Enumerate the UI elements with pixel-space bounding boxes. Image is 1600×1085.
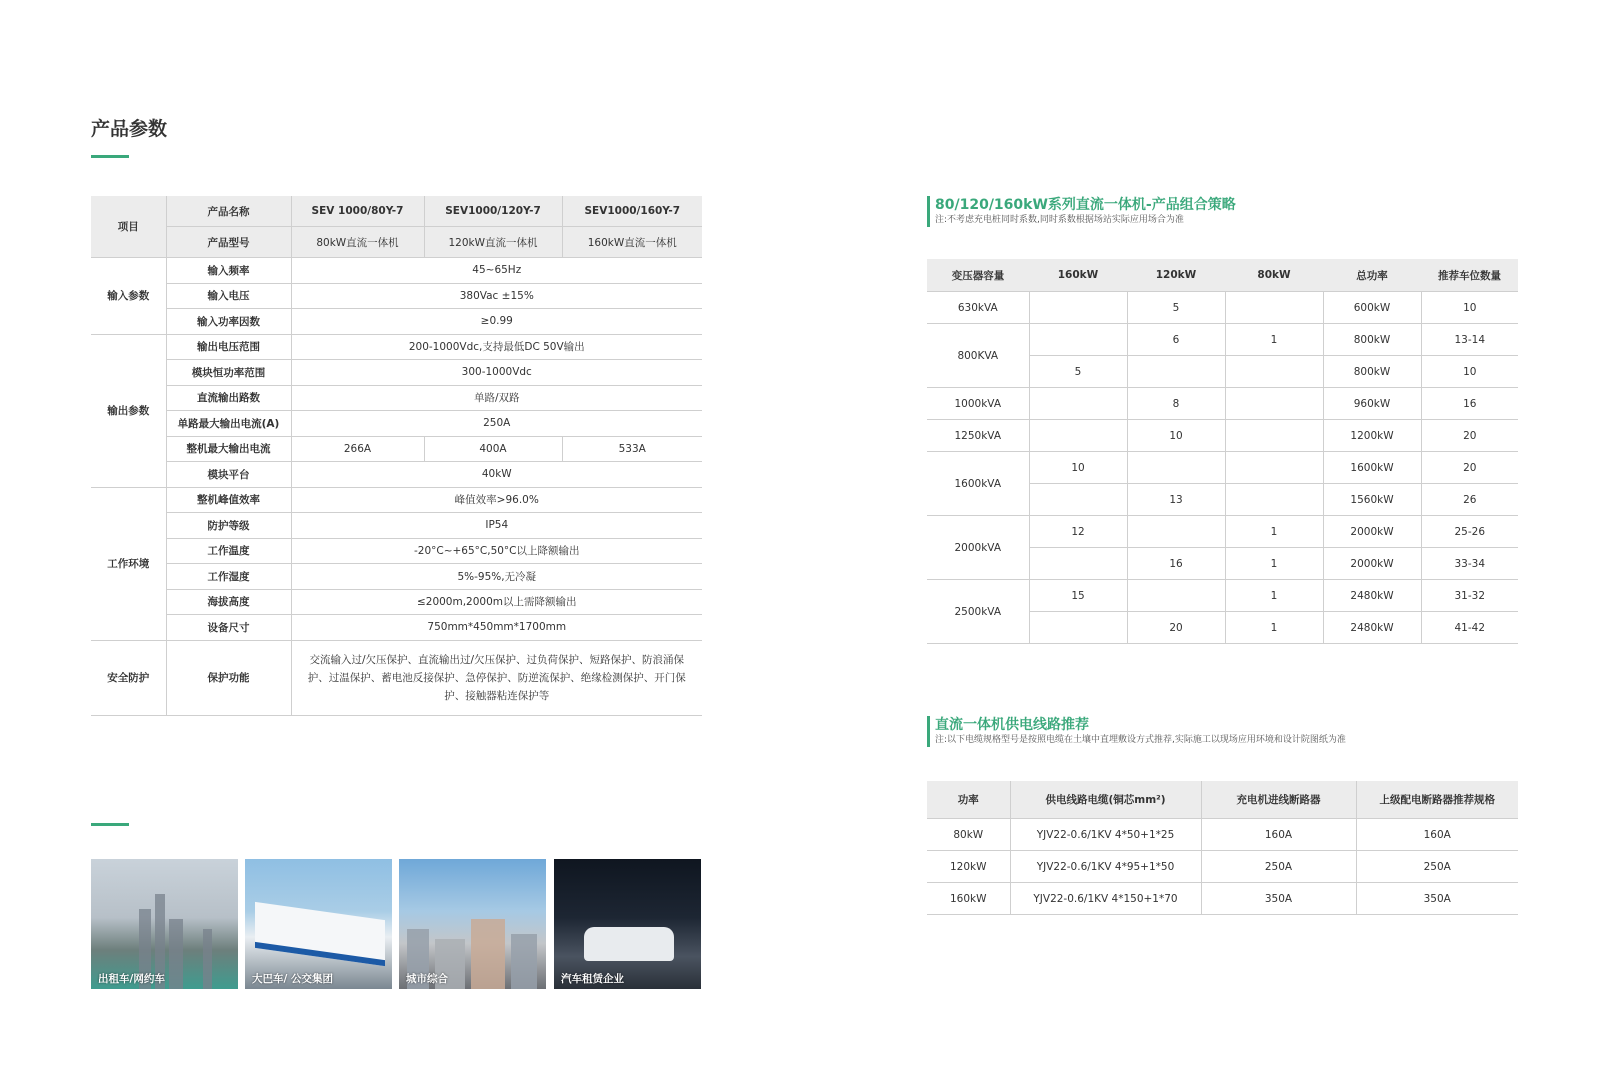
combo-cell [1225, 388, 1323, 420]
spec-row-value: 250A [291, 411, 702, 437]
combo-cell: 1 [1225, 516, 1323, 548]
spec-row-value: ≤2000m,2000m以上需降额输出 [291, 589, 702, 615]
spec-row-value: 380Vac ±15% [291, 283, 702, 309]
spec-row-value: 533A [562, 436, 702, 462]
combo-cell: 1 [1225, 548, 1323, 580]
spec-model-name: SEV 1000/80Y-7 [291, 196, 424, 227]
spec-model-name: SEV1000/160Y-7 [562, 196, 702, 227]
spec-row [91, 309, 702, 335]
combo-cell [1225, 484, 1323, 516]
combo-cell: 5 [1029, 356, 1127, 388]
spec-group-label: 安全防护 [91, 640, 166, 715]
spec-row-value: -20°C~+65°C,50°C以上降额输出 [291, 538, 702, 564]
combo-capacity: 1250kVA [927, 420, 1029, 452]
combo-header: 总功率 [1323, 259, 1421, 292]
scene-caption: 汽车租赁企业 [561, 973, 624, 985]
combo-cell: 20 [1421, 420, 1518, 452]
spec-model-type: 160kW直流一体机 [562, 227, 702, 258]
cable-header: 供电线路电缆(铜芯mm²) [1010, 781, 1201, 819]
spec-header-row [91, 196, 702, 227]
combo-cell: 33-34 [1421, 548, 1518, 580]
combo-header: 80kW [1225, 259, 1323, 292]
spec-group-label: 输入参数 [91, 258, 166, 335]
combo-header: 推荐车位数量 [1421, 259, 1518, 292]
cable-header: 上级配电断路器推荐规格 [1356, 781, 1518, 819]
cable-title: 直流一体机供电线路推荐 [935, 717, 1089, 733]
spec-row [91, 589, 702, 615]
combo-cell: 10 [1421, 356, 1518, 388]
combo-cell: 13-14 [1421, 324, 1518, 356]
combo-cell [1029, 484, 1127, 516]
combo-cell [1029, 324, 1127, 356]
combo-title: 80/120/160kW系列直流一体机-产品组合策略 [935, 197, 1236, 213]
spec-row-label: 输入电压 [166, 283, 291, 309]
cable-cell: 160kW [927, 883, 1010, 915]
combo-row [927, 388, 1518, 420]
combo-section-header [927, 196, 1236, 227]
combo-capacity: 630kVA [927, 292, 1029, 324]
combo-cell: 2480kW [1323, 612, 1421, 644]
cable-header: 充电机进线断路器 [1201, 781, 1356, 819]
spec-row [91, 538, 702, 564]
combo-cell [1029, 612, 1127, 644]
spec-row [91, 360, 702, 386]
spec-row [91, 334, 702, 360]
cable-section-header [927, 716, 1346, 747]
spec-row-value: 200-1000Vdc,支持最低DC 50V输出 [291, 334, 702, 360]
spec-table [91, 196, 702, 716]
combo-capacity: 1000kVA [927, 388, 1029, 420]
spec-row-value: 266A [291, 436, 424, 462]
cable-cell: 120kW [927, 851, 1010, 883]
combo-cell [1029, 420, 1127, 452]
combo-cell: 2000kW [1323, 516, 1421, 548]
cable-row [927, 819, 1518, 851]
cable-row [927, 883, 1518, 915]
cable-cell: YJV22-0.6/1KV 4*50+1*25 [1010, 819, 1201, 851]
spec-model-row [91, 227, 702, 258]
spec-row-label: 整机最大输出电流 [166, 436, 291, 462]
cable-cell: 250A [1356, 851, 1518, 883]
combo-cell: 10 [1421, 292, 1518, 324]
cable-cell: 160A [1201, 819, 1356, 851]
spec-row-value: 5%-95%,无冷凝 [291, 564, 702, 590]
spec-name-label: 产品名称 [166, 196, 291, 227]
scene-photo-bus [245, 859, 392, 989]
combo-cell [1225, 452, 1323, 484]
combo-header-row [927, 259, 1518, 292]
combo-cell: 20 [1421, 452, 1518, 484]
combo-header: 120kW [1127, 259, 1225, 292]
spec-model-type: 80kW直流一体机 [291, 227, 424, 258]
spec-row-label: 海拔高度 [166, 589, 291, 615]
cable-note: 注:以下电缆规格型号是按照电缆在土壤中直埋敷设方式推荐,实际施工以现场应用环境和设计院图纸为准 [935, 735, 1346, 745]
combo-cell: 13 [1127, 484, 1225, 516]
spec-row-value: ≥0.99 [291, 309, 702, 335]
combo-cell [1029, 548, 1127, 580]
spec-row-value: 45~65Hz [291, 258, 702, 284]
spec-row-label: 设备尺寸 [166, 615, 291, 641]
spec-group-label: 输出参数 [91, 334, 166, 487]
combo-cell: 25-26 [1421, 516, 1518, 548]
spec-row-label: 保护功能 [166, 640, 291, 715]
combo-cell: 5 [1127, 292, 1225, 324]
spec-model-label: 产品型号 [166, 227, 291, 258]
spec-row-value: 400A [424, 436, 562, 462]
combo-cell [1127, 356, 1225, 388]
spec-row-value: 峰值效率>96.0% [291, 487, 702, 513]
spec-row [91, 640, 702, 715]
spec-row [91, 436, 702, 462]
spec-row-value: 300-1000Vdc [291, 360, 702, 386]
combo-cell: 600kW [1323, 292, 1421, 324]
combo-cell: 800kW [1323, 356, 1421, 388]
combo-cell: 1600kW [1323, 452, 1421, 484]
combo-capacity: 800KVA [927, 324, 1029, 388]
combo-cell: 8 [1127, 388, 1225, 420]
spec-row [91, 462, 702, 488]
spec-row-label: 直流输出路数 [166, 385, 291, 411]
combo-cell: 20 [1127, 612, 1225, 644]
cable-table [927, 781, 1518, 915]
cable-cell: 80kW [927, 819, 1010, 851]
spec-model-name: SEV1000/120Y-7 [424, 196, 562, 227]
spec-item-header: 项目 [91, 196, 166, 258]
cable-cell: 160A [1356, 819, 1518, 851]
combo-cell: 12 [1029, 516, 1127, 548]
cable-cell: 250A [1201, 851, 1356, 883]
spec-row-value: 交流输入过/欠压保护、直流输出过/欠压保护、过负荷保护、短路保护、防浪涌保护、过温保护、蓄电池反接保护、急停保护、防逆流保护、绝缘检测保护、开门保护、接触器粘连保护等 [291, 640, 702, 715]
combo-cell: 10 [1029, 452, 1127, 484]
combo-cell: 41-42 [1421, 612, 1518, 644]
cable-header-row [927, 781, 1518, 819]
scene-photo-rental [554, 859, 701, 989]
scene-photo-city [399, 859, 546, 989]
scenes-underline [91, 823, 129, 826]
combo-capacity: 2500kVA [927, 580, 1029, 644]
combo-cell [1127, 516, 1225, 548]
spec-group-label: 工作环境 [91, 487, 166, 640]
combo-capacity: 2000kVA [927, 516, 1029, 580]
combo-cell: 1560kW [1323, 484, 1421, 516]
combo-cell: 31-32 [1421, 580, 1518, 612]
spec-row-label: 防护等级 [166, 513, 291, 539]
combo-cell: 1 [1225, 324, 1323, 356]
combo-cell: 1 [1225, 580, 1323, 612]
spec-row-label: 工作湿度 [166, 564, 291, 590]
scene-caption: 大巴车/ 公交集团 [252, 973, 333, 985]
combo-header: 160kW [1029, 259, 1127, 292]
combo-cell: 2000kW [1323, 548, 1421, 580]
spec-row-label: 输入频率 [166, 258, 291, 284]
page-title: 产品参数 [91, 118, 168, 140]
scene-caption: 城市综合 [406, 973, 448, 985]
combo-table [927, 259, 1518, 644]
spec-row [91, 615, 702, 641]
spec-row-label: 工作温度 [166, 538, 291, 564]
spec-row [91, 487, 702, 513]
spec-row-label: 模块恒功率范围 [166, 360, 291, 386]
spec-row [91, 258, 702, 284]
combo-row [927, 324, 1518, 356]
combo-cell [1225, 420, 1323, 452]
combo-row [927, 292, 1518, 324]
combo-cell: 10 [1127, 420, 1225, 452]
combo-cell: 800kW [1323, 324, 1421, 356]
combo-header: 变压器容量 [927, 259, 1029, 292]
scene-photo-taxi [91, 859, 238, 989]
spec-row-value: IP54 [291, 513, 702, 539]
scene-caption: 出租车/网约车 [98, 973, 165, 985]
combo-note: 注:不考虑充电桩同时系数,同时系数根据场站实际应用场合为准 [935, 215, 1184, 225]
spec-model-type: 120kW直流一体机 [424, 227, 562, 258]
combo-row [927, 516, 1518, 548]
cable-cell: YJV22-0.6/1KV 4*150+1*70 [1010, 883, 1201, 915]
combo-row [927, 452, 1518, 484]
combo-cell: 15 [1029, 580, 1127, 612]
spec-row [91, 385, 702, 411]
spec-row [91, 513, 702, 539]
spec-row-label: 输出电压范围 [166, 334, 291, 360]
title-underline [91, 155, 129, 158]
cable-cell: 350A [1356, 883, 1518, 915]
combo-cell: 16 [1127, 548, 1225, 580]
spec-row-label: 整机峰值效率 [166, 487, 291, 513]
spec-row [91, 411, 702, 437]
spec-row-label: 模块平台 [166, 462, 291, 488]
combo-cell [1225, 356, 1323, 388]
combo-cell: 1200kW [1323, 420, 1421, 452]
spec-row-label: 输入功率因数 [166, 309, 291, 335]
spec-row-value: 40kW [291, 462, 702, 488]
combo-cell: 6 [1127, 324, 1225, 356]
combo-capacity: 1600kVA [927, 452, 1029, 516]
combo-row [927, 580, 1518, 612]
spec-row [91, 283, 702, 309]
combo-cell [1127, 580, 1225, 612]
combo-cell: 2480kW [1323, 580, 1421, 612]
spec-row [91, 564, 702, 590]
combo-cell: 26 [1421, 484, 1518, 516]
spec-row-label: 单路最大输出电流(A) [166, 411, 291, 437]
cable-cell: 350A [1201, 883, 1356, 915]
spec-row-value: 750mm*450mm*1700mm [291, 615, 702, 641]
combo-cell: 1 [1225, 612, 1323, 644]
combo-cell [1029, 292, 1127, 324]
combo-cell [1127, 452, 1225, 484]
spec-row-value: 单路/双路 [291, 385, 702, 411]
combo-cell [1225, 292, 1323, 324]
combo-cell: 16 [1421, 388, 1518, 420]
combo-row [927, 420, 1518, 452]
cable-row [927, 851, 1518, 883]
combo-cell: 960kW [1323, 388, 1421, 420]
cable-cell: YJV22-0.6/1KV 4*95+1*50 [1010, 851, 1201, 883]
combo-cell [1029, 388, 1127, 420]
cable-header: 功率 [927, 781, 1010, 819]
